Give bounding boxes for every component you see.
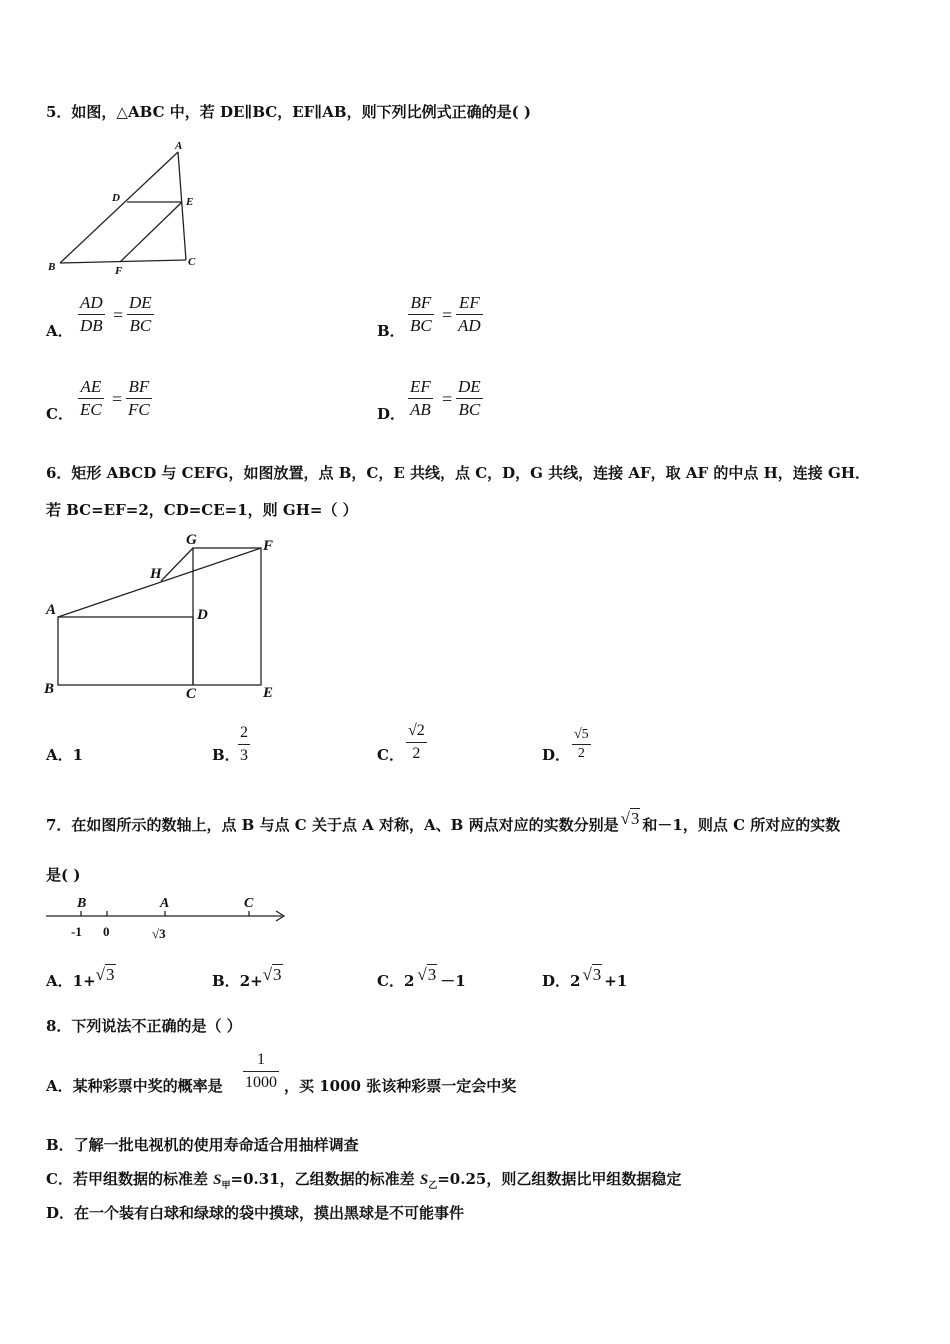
q6-option-b-frac: $\frac{2}{3}$ [238, 722, 250, 767]
label-f: F [115, 265, 123, 277]
q6-option-c-frac: $\frac{√2}{2}$ [406, 720, 427, 765]
q5-option-c-frac2: $\frac{BF}{FC}$ [128, 377, 150, 419]
q8-option-a-pre[interactable]: A．某种彩票中奖的概率是 [46, 1077, 223, 1095]
equals-sign: = [442, 305, 453, 325]
q8-option-c[interactable]: C．若甲组数据的标准差 $S_甲=0.31$，乙组数据的标准差 $S_乙=0.25$，则乙组数据比甲组数据稳定 [46, 1170, 682, 1191]
segment-ef [120, 202, 182, 262]
q5-option-d-frac1: $\frac{EF}{AB}$ [410, 377, 431, 419]
tick-label-sqrt3: √3 [152, 926, 166, 941]
equals-sign: = [113, 305, 124, 325]
q7-stem-line2: 是( ) [46, 866, 81, 884]
q6-option-d-label[interactable]: D． [542, 746, 571, 764]
q7-option-d[interactable]: D．2 √3 +1 [542, 965, 628, 990]
label-b: B [77, 896, 87, 911]
q7-option-b[interactable]: B．2+√3 [212, 965, 282, 990]
q5-option-b-label[interactable]: B． [377, 322, 405, 340]
q5-option-a-label[interactable]: A． [46, 322, 73, 340]
label-d: D [197, 607, 208, 623]
segment-ac [178, 152, 186, 260]
label-c: C [186, 686, 197, 702]
label-d: D [112, 192, 120, 204]
q7-option-a[interactable]: A．1+√3 [46, 965, 115, 990]
q8-option-b[interactable]: B．了解一批电视机的使用寿命适合用抽样调查 [46, 1136, 359, 1154]
segment-bc [60, 260, 186, 263]
q5-stem: 5．如图，△ABC 中，若 DE∥BC，EF∥AB，则下列比例式正确的是( ) [46, 103, 531, 121]
q8-option-a-post: ，买 1000 张该种彩票一定会中奖 [284, 1077, 517, 1095]
q6-figure [44, 530, 284, 705]
q8-option-d[interactable]: D．在一个装有白球和绿球的袋中摸球，摸出黑球是不可能事件 [46, 1204, 465, 1222]
q5-option-a-frac2: $\frac{DE}{BC}$ [129, 293, 152, 335]
label-c: C [188, 256, 196, 268]
tick-label-0: 0 [103, 924, 110, 939]
q7-option-c[interactable]: C．2 √3 －1 [377, 965, 466, 990]
label-f: F [263, 538, 274, 554]
q6-stem-line1: 6．矩形 ABCD 与 CEFG，如图放置，点 B，C，E 共线，点 C，D，G 共线，连接 AF，取 AF 的中点 H，连接 GH． [46, 464, 871, 482]
q5-option-d-frac2: $\frac{DE}{BC}$ [458, 377, 481, 419]
q6-option-d-frac: $\frac{√5}{2}$ [574, 727, 589, 761]
q5-option-c-frac1: $\frac{AE}{EC}$ [80, 377, 102, 419]
rectangle-abcd [58, 617, 193, 685]
segment-ab [60, 152, 178, 263]
q8-option-a-frac: $\frac{1}{1000}$ [243, 1049, 279, 1094]
equals-sign: = [442, 389, 453, 409]
sqrt-3: √3 [620, 809, 640, 828]
label-h: H [150, 566, 162, 582]
equals-sign: = [112, 389, 123, 409]
q5-option-c-label[interactable]: C． [46, 405, 73, 423]
q6-option-c-label[interactable]: C． [377, 746, 404, 764]
label-b: B [48, 261, 56, 273]
q5-option-d-label[interactable]: D． [377, 405, 406, 423]
label-c: C [244, 896, 254, 911]
label-a: A [175, 140, 183, 152]
q5-option-b-frac2: $\frac{EF}{AD}$ [458, 293, 481, 335]
q5-option-b-frac1: $\frac{BF}{BC}$ [410, 293, 432, 335]
q6-option-a[interactable]: A．1 [46, 746, 84, 764]
tick-label-neg1: -1 [71, 924, 82, 939]
q6-option-b-label[interactable]: B． [212, 746, 240, 764]
label-b: B [44, 681, 55, 697]
q7-number-line [44, 893, 294, 948]
label-g: G [186, 532, 197, 548]
q8-stem: 8．下列说法不正确的是（ ） [46, 1017, 242, 1035]
segment-af [58, 548, 261, 617]
q5-figure [44, 138, 204, 280]
label-a: A [160, 896, 170, 911]
label-a: A [46, 602, 57, 618]
label-e: E [263, 685, 274, 701]
q7-stem-line1: 7．在如图所示的数轴上，点 B 与点 C 关于点 A 对称，A、B 两点对应的实数分别是 √3 和－1，则点 C 所对应的实数 [46, 809, 841, 834]
q5-option-a-frac1: $\frac{AD}{DB}$ [80, 293, 103, 335]
q6-stem-line2: 若 BC=EF=2，CD=CE=1，则 GH=（ ） [46, 501, 358, 519]
label-e: E [186, 196, 194, 208]
